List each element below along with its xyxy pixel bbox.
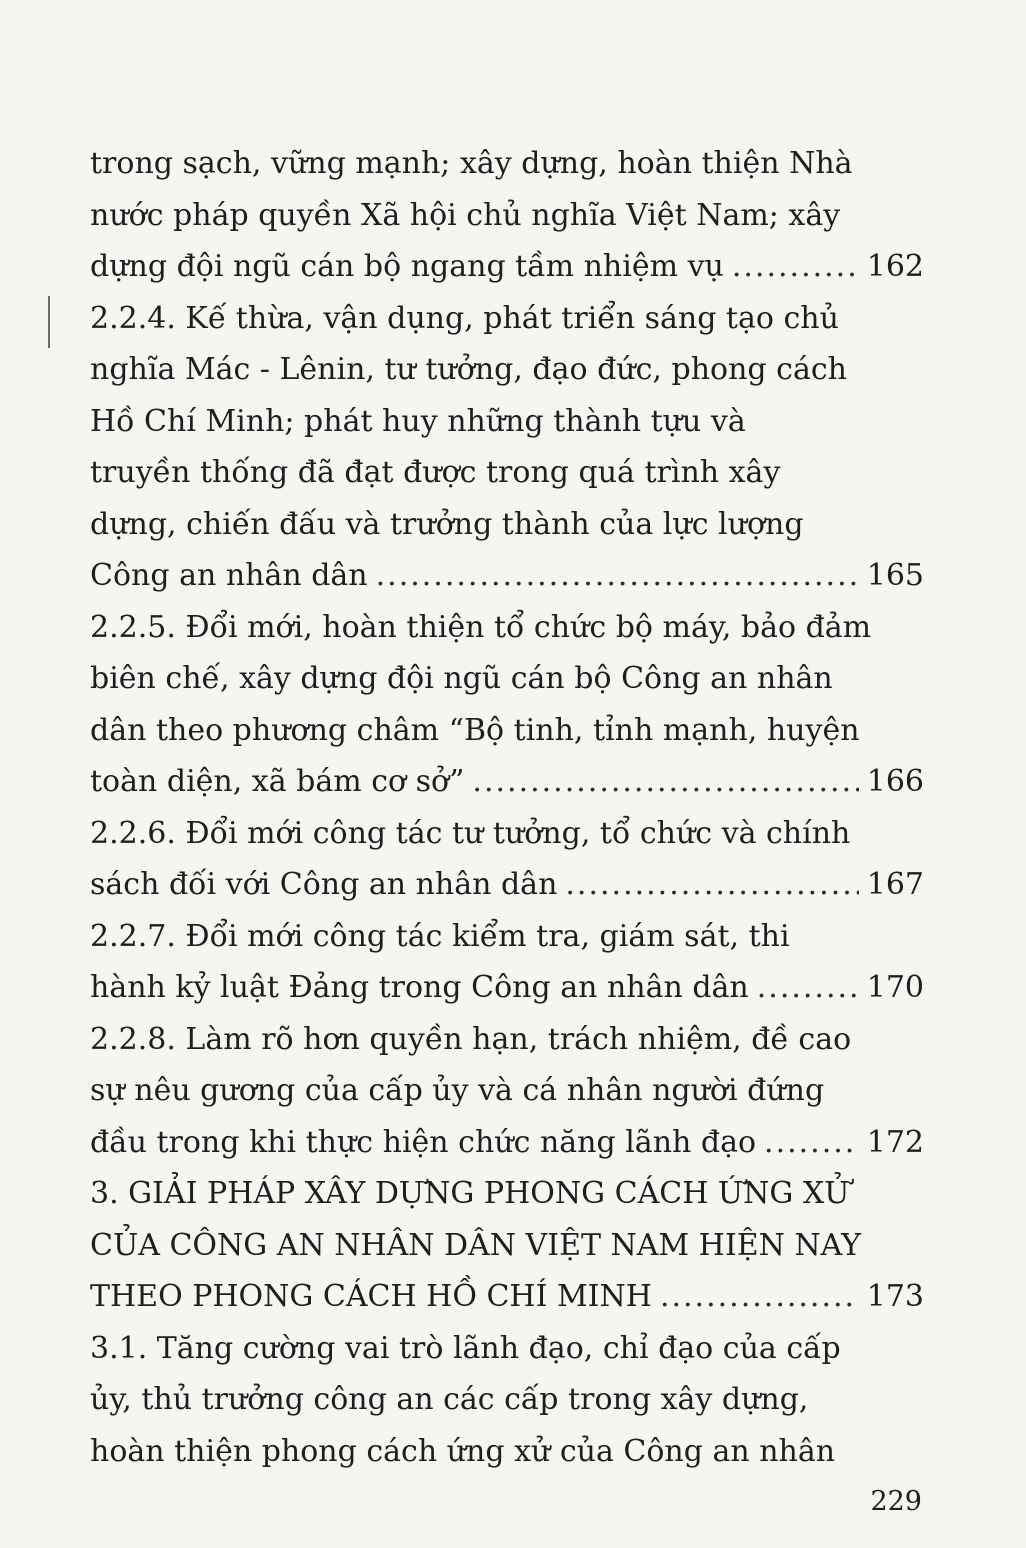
- toc-entry-text: đầu trong khi thực hiện chức năng lãnh đạo: [90, 1124, 757, 1160]
- toc-entry-text: toàn diện, xã bám cơ sở”: [90, 764, 465, 799]
- toc-page-number: 173: [866, 1279, 924, 1314]
- toc-page-number: 170: [866, 970, 924, 1005]
- toc-line: 2.2.8. Làm rõ hơn quyền hạn, trách nhiệm, đề cao: [90, 1021, 852, 1057]
- toc-entry[interactable]: [90, 550, 924, 602]
- toc-entry[interactable]: [90, 756, 924, 808]
- toc-entry-text: Công an nhân dân: [90, 558, 368, 593]
- toc-line: 2.2.7. Đổi mới công tác kiểm tra, giám sát, thi: [90, 918, 790, 954]
- margin-mark: [48, 296, 50, 348]
- section-heading-line: CỦA CÔNG AN NHÂN DÂN VIỆT NAM HIỆN NAY: [90, 1227, 861, 1263]
- toc-line: truyền thống đã đạt được trong quá trình xây: [90, 455, 781, 490]
- leader-dots: [732, 241, 859, 293]
- toc-entry-text: dựng đội ngũ cán bộ ngang tầm nhiệm vụ: [90, 249, 724, 284]
- toc-page-number: 167: [866, 867, 924, 902]
- toc-line: trong sạch, vững mạnh; xây dựng, hoàn thiện Nhà: [90, 146, 853, 181]
- toc-page-number: 162: [866, 249, 924, 284]
- section-heading-line: 3. GIẢI PHÁP XÂY DỰNG PHONG CÁCH ỨNG XỬ: [90, 1176, 850, 1211]
- toc-line: 2.2.4. Kế thừa, vận dụng, phát triển sáng tạo chủ: [90, 300, 839, 336]
- toc-line: nghĩa Mác - Lênin, tư tưởng, đạo đức, phong cách: [90, 352, 847, 387]
- toc-line: 2.2.6. Đổi mới công tác tư tưởng, tổ chức và chính: [90, 815, 851, 851]
- toc-entry-text: THEO PHONG CÁCH HỒ CHÍ MINH: [90, 1279, 652, 1314]
- leader-dots: [764, 1117, 859, 1169]
- toc-line: 2.2.5. Đổi mới, hoàn thiện tổ chức bộ máy, bảo đảm: [90, 609, 872, 645]
- toc-line: hoàn thiện phong cách ứng xử của Công an nhân: [90, 1433, 836, 1469]
- toc-entry-text: hành kỷ luật Đảng trong Công an nhân dân: [90, 970, 749, 1005]
- toc-entry[interactable]: [90, 859, 924, 911]
- toc-entry-text: sách đối với Công an nhân dân: [90, 867, 558, 902]
- toc-entry[interactable]: [90, 962, 924, 1014]
- leader-dots: [472, 756, 858, 808]
- toc-line: Hồ Chí Minh; phát huy những thành tựu và: [90, 403, 746, 439]
- toc-page: [90, 138, 924, 1477]
- toc-line: nước pháp quyền Xã hội chủ nghĩa Việt Nam; xây: [90, 197, 841, 233]
- leader-dots: [660, 1271, 859, 1323]
- toc-line: biên chế, xây dựng đội ngũ cán bộ Công an nhân: [90, 661, 833, 696]
- toc-entry[interactable]: [90, 241, 924, 293]
- toc-page-number: 172: [866, 1124, 924, 1160]
- toc-line: dân theo phương châm “Bộ tinh, tỉnh mạnh, huyện: [90, 712, 860, 748]
- leader-dots: [757, 962, 859, 1014]
- page-number: 229: [870, 1486, 922, 1517]
- toc-page-number: 166: [866, 764, 924, 799]
- toc-line: sự nêu gương của cấp ủy và cá nhân người đứng: [90, 1073, 825, 1108]
- leader-dots: [376, 550, 859, 602]
- toc-entry[interactable]: [90, 1271, 924, 1323]
- leader-dots: [565, 859, 858, 911]
- toc-line: 3.1. Tăng cường vai trò lãnh đạo, chỉ đạo của cấp: [90, 1330, 841, 1366]
- toc-page-number: 165: [866, 558, 924, 593]
- toc-entry[interactable]: [90, 1117, 924, 1169]
- toc-line: dựng, chiến đấu và trưởng thành của lực lượng: [90, 506, 804, 542]
- toc-line: ủy, thủ trưởng công an các cấp trong xây dựng,: [90, 1382, 809, 1417]
